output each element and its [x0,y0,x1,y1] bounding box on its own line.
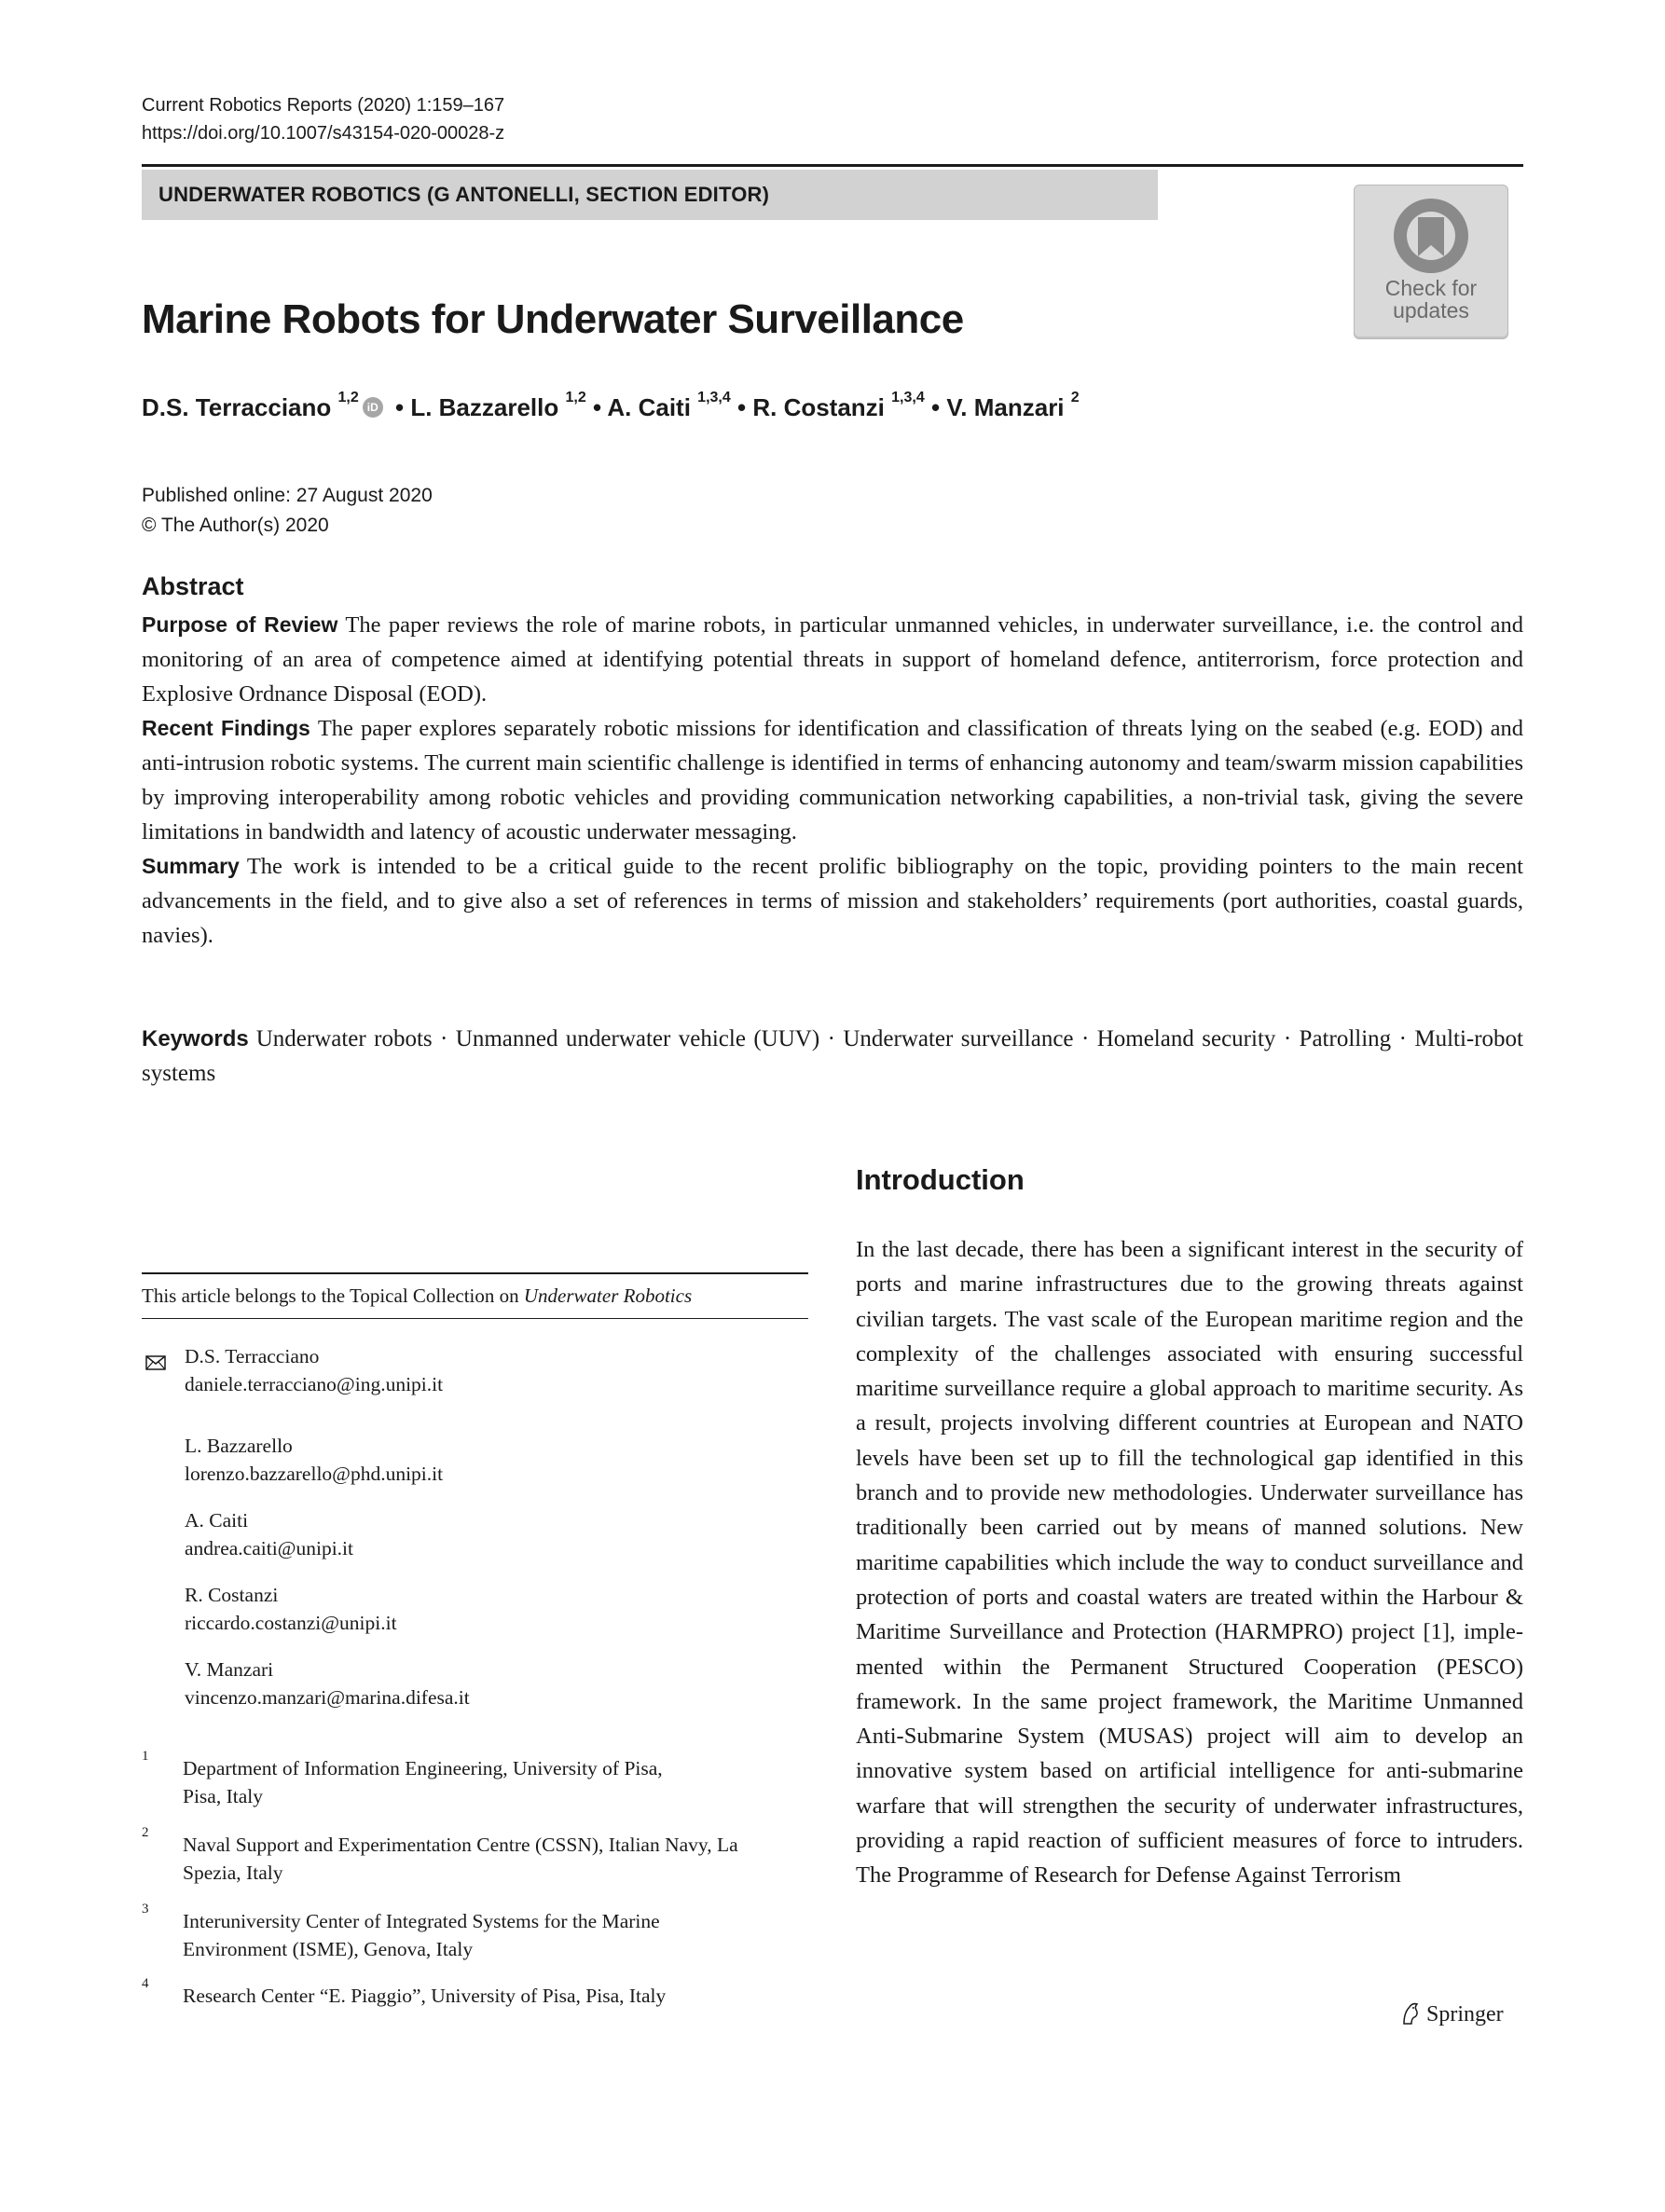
affiliation-number: 4 [142,1976,149,1991]
contact-name: D.S. Terracciano [185,1345,320,1367]
affiliation: Department of Information Engineering, University of Pisa, Pisa, Italy [183,1757,663,1807]
contact-name: L. Bazzarello [185,1435,293,1457]
orcid-icon[interactable]: iD [363,397,383,418]
author-affiliation-ref: 1,3,4 [891,390,925,405]
keywords [142,1022,1523,1091]
contact-email[interactable]: daniele.terracciano@ing.unipi.it [185,1373,444,1395]
author-name[interactable]: L. Bazzarello [410,393,559,421]
affiliation: Naval Support and Experimentation Centre (CSSN), Italian Navy, La Spezia, Italy [183,1834,738,1884]
affiliation: Research Center “E. Piaggio”, University of Pisa, Pisa, Italy [183,1985,667,2007]
journal-reference: Current Robotics Reports (2020) 1:159–167 [142,95,505,116]
contact-email[interactable]: vincenzo.manzari@marina.difesa.it [185,1686,470,1709]
abstract-summary: Summary The work is intended to be a critical guide to the recent prolific bibliography on the topic, providing pointers to the main recent advancements in the field, and to give also a set of references in terms of mission and stakeholders’ requirements (port authorities, coastal guards, navies). [142,854,1523,948]
abstract-body [142,608,1523,953]
published-date: Published online: 27 August 2020 [142,485,433,506]
copyright-line: © The Author(s) 2020 [142,515,329,536]
author-affiliation-ref: 1,2 [565,390,586,405]
topical-collection-note: This article belongs to the Topical Collection on Underwater Robotics [142,1285,693,1307]
abstract-heading: Abstract [142,572,244,600]
author-name[interactable]: V. Manzari [946,393,1065,421]
contact-entry [185,1581,397,1637]
footnote-rule [142,1272,808,1274]
check-for-updates-badge[interactable] [1354,185,1508,339]
crossmark-label: Check for updates [1384,276,1478,323]
introduction-heading: Introduction [856,1163,1025,1196]
contact-email[interactable]: andrea.caiti@unipi.it [185,1537,353,1559]
footnote-rule [142,1318,808,1319]
abstract-findings: Recent Findings The paper explores separately robotic missions for identification and classification of threats lying on the seabed (e.g. EOD) and anti-intrusion robotic systems. The current main scientific challenge is identified in terms of enhancing autonomy and team/swarm mission capabilities by improving interoperability among robotic vehicles and providing communication networking capabilities, a non-trivial task, giving the severe limitations in bandwidth and latency of acoustic underwater messaging. [142,716,1523,845]
abstract-purpose-label: Purpose of Review [142,612,338,637]
contact-email[interactable]: lorenzo.bazzarello@phd.unipi.it [185,1463,444,1485]
copyright-icon: © [142,515,161,536]
springer-horse-icon [1400,2001,1421,2026]
contact-entry [185,1656,470,1711]
affiliation-number: 1 [142,1749,149,1764]
crossmark-icon [1390,195,1472,277]
contact-name: V. Manzari [185,1658,274,1681]
contact-entry [185,1506,353,1562]
publication-info [142,481,433,541]
author-separator: • [394,393,405,421]
envelope-icon [145,1355,166,1370]
author-affiliation-ref: 1,2 [337,390,359,405]
abstract-summary-label: Summary [142,854,240,878]
corresponding-author [185,1342,443,1398]
contact-email[interactable]: riccardo.costanzi@unipi.it [185,1612,397,1634]
author-separator: • [592,393,602,421]
author-list [142,390,1080,422]
article-title: Marine Robots for Underwater Surveillance [142,296,964,342]
introduction-body: In the last decade, there has been a significant interest in the security of ports and marine infrastructures due to the growing threats against civilian targets. The vast scale of the European maritime region and the complexity of the challenges associated with ensuring successful maritime surveillance require a global approach to maritime security. As a result, projects involving different countries at European and NATO levels have been set up to fill the technological gap identified in this branch and to provide new methodologies. Underwater surveillance has traditionally been carried out by means of manned solutions. New maritime capabilities which include the way to conduct surveillance and protection of ports and coastal waters are treated within the Harbour & Maritime Surveillance and Protection (HARMPRO) project [1], implemented within the Permanent Structured Cooperation (PESCO) framework. In the same project framework, the Maritime Unmanned Anti-Submarine System (MUSAS) project will aim to develop an innovative system based on artificial intelligence for anti-submarine warfare that will strengthen the security of underwater infrastructures, providing a rapid reaction of sufficient measures of force to intruders. The Programme of Research for Defense Against Terrorism [856,1237,1523,1889]
abstract-purpose: Purpose of Review The paper reviews the role of marine robots, in particular unmanned vehicles, in underwater surveillance, i.e. the control and monitoring of an area of competence aimed at identifying potential threats in support of homeland defence, antiterrorism, force protection and Explosive Ordnance Disposal (EOD). [142,612,1524,707]
journal-citation [142,91,504,147]
contact-entry [185,1432,443,1488]
section-banner [142,170,1158,220]
affiliation: Interuniversity Center of Integrated Systems for the Marine Environment (ISME), Genova, Italy [183,1910,660,1960]
affiliation-number: 3 [142,1902,149,1917]
doi-link[interactable]: https://doi.org/10.1007/s43154-020-00028-z [142,123,505,144]
section-label: UNDERWATER ROBOTICS (G ANTONELLI, SECTION EDITOR) [158,183,770,206]
author-separator: • [737,393,747,421]
abstract-findings-label: Recent Findings [142,716,310,740]
author-separator: • [930,393,941,421]
publisher-logo [1400,2002,1504,2027]
keywords-label: Keywords [142,1026,249,1051]
keywords-list: Underwater robots · Unmanned underwater vehicle (UUV) · Underwater surveillance · Homeland security · Patrolling · Multi-robot systems [142,1026,1523,1086]
publisher-name: Springer [1426,2002,1504,2027]
author-name[interactable]: D.S. Terracciano [142,393,332,421]
author-name[interactable]: R. Costanzi [752,393,885,421]
contact-name: R. Costanzi [185,1584,279,1606]
author-affiliation-ref: 2 [1070,390,1080,405]
author-name[interactable]: A. Caiti [607,393,691,421]
author-affiliation-ref: 1,3,4 [697,390,731,405]
header-rule [142,164,1523,167]
affiliation-number: 2 [142,1825,149,1840]
contact-name: A. Caiti [185,1509,249,1532]
collection-link[interactable]: Underwater Robotics [523,1285,693,1307]
